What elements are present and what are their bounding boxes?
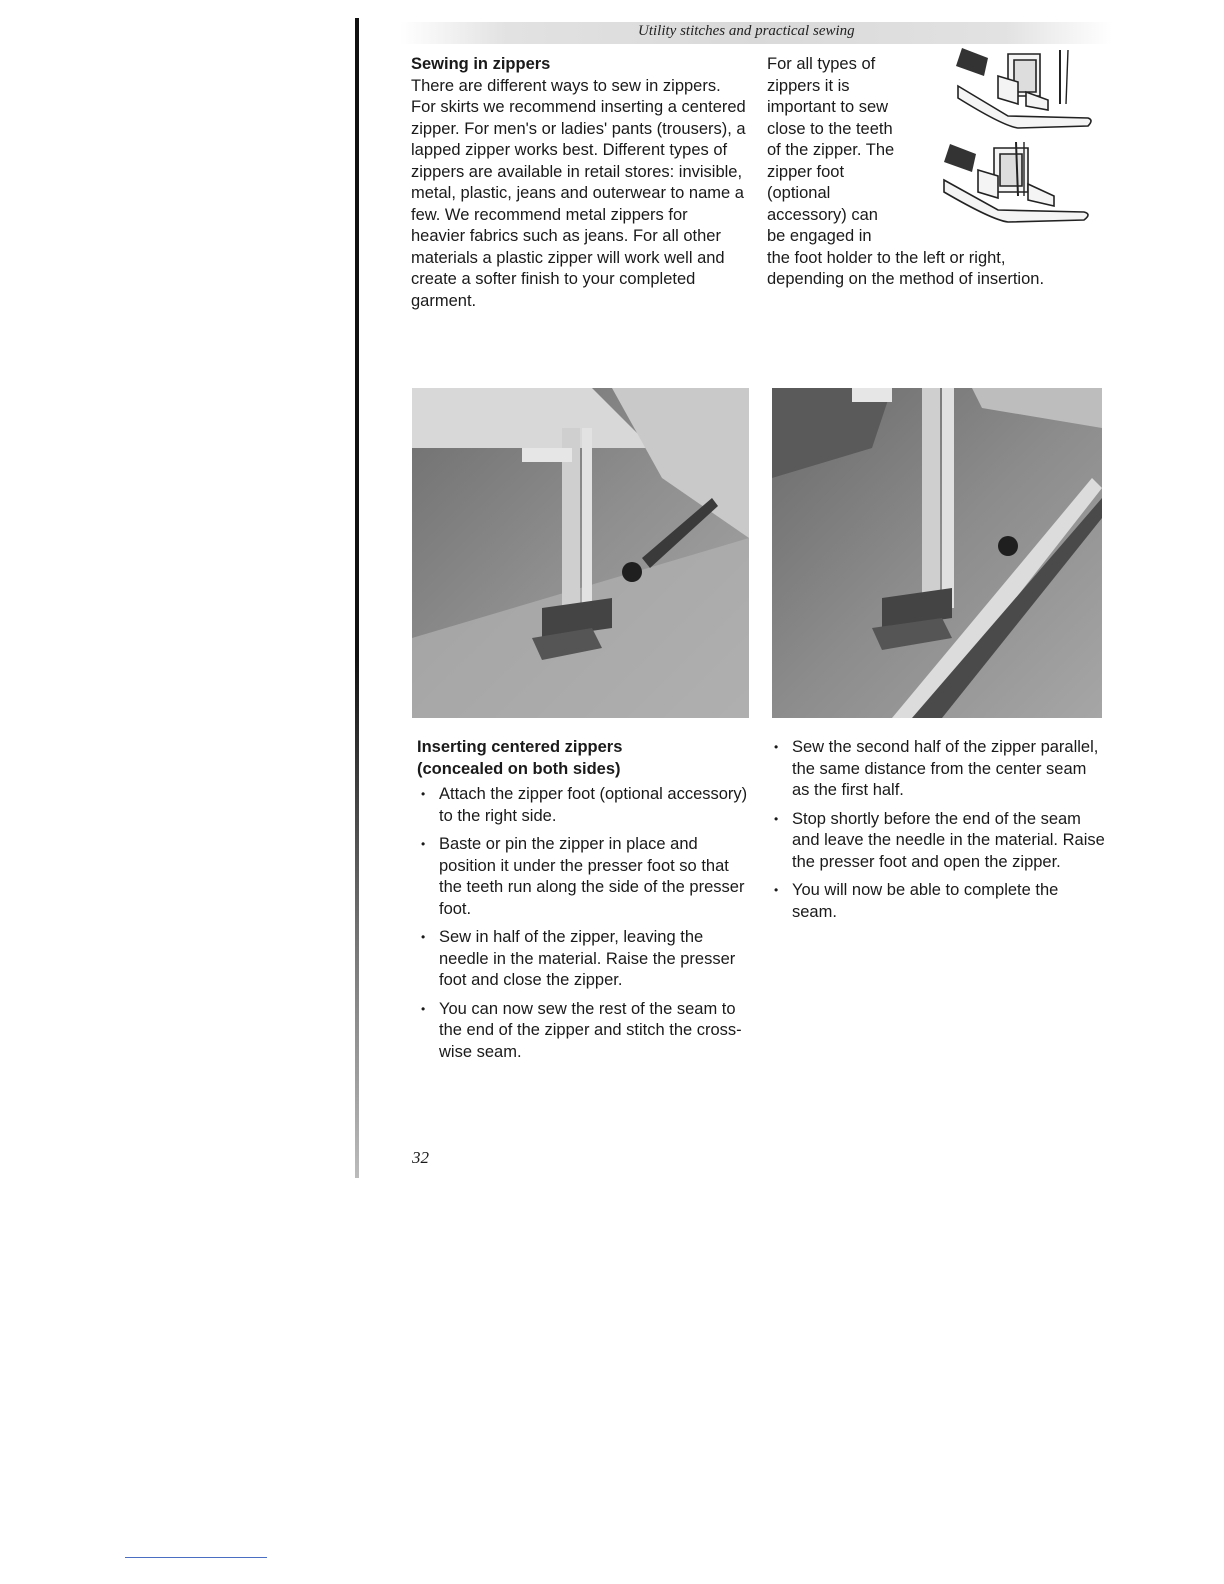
zipper-foot-note-block xyxy=(767,54,1057,291)
sewing-zippers-section xyxy=(411,54,746,312)
list-item: • Baste or pin the zipper in place and position it under the presser foot so that the teeth run along the side of the presser foot. xyxy=(417,834,750,920)
list-item: • You will now be able to complete the seam. xyxy=(770,880,1105,923)
list-item: • Sew in half of the zipper, leaving the needle in the material. Raise the presser foot and close the zipper. xyxy=(417,927,750,992)
list-item: • You can now sew the rest of the seam to the end of the zipper and stitch the cross-wise seam. xyxy=(417,999,750,1064)
binding-edge-line xyxy=(355,18,359,1178)
footer-rule xyxy=(125,1557,267,1558)
zipper-foot-note: For all types of zippers it is important to sew close to the teeth of the zipper. The zipper foot (optional accessory) can be engaged in the foot holder to the left or right, depending on the method of insertion. xyxy=(767,55,1045,288)
photo-zipper-foot-second-half xyxy=(772,388,1102,718)
section-heading: Sewing in zippers xyxy=(411,55,551,73)
centered-zippers-section-continued xyxy=(770,737,1105,930)
section-body: There are different ways to sew in zippers. For skirts we recommend inserting a centered zipper. For men's or ladies' pants (trousers), a lapped zipper works best. Different types of zippers are available in retail stores: invisible, metal, plastic, jeans and outerwear to name a few. We recommend metal zippers for heavier fabrics such as jeans. For all other materials a plastic zipper will work well and create a softer finish to your completed garment. xyxy=(411,76,746,310)
running-header xyxy=(400,22,1112,44)
centered-zippers-section xyxy=(417,737,750,1070)
list-item: • Attach the zipper foot (optional accessory) to the right side. xyxy=(417,784,750,827)
steps-list-left xyxy=(417,784,750,1063)
section-heading-line1: Inserting centered zippers xyxy=(417,738,623,756)
section-heading-line2: (concealed on both sides) xyxy=(417,759,621,778)
running-header-text: Utility stitches and practical sewing xyxy=(638,23,855,39)
photo-zipper-foot-first-half xyxy=(412,388,749,718)
illustration-spacer xyxy=(897,54,1057,230)
page-number: 32 xyxy=(412,1148,429,1167)
list-item: • Stop shortly before the end of the seam and leave the needle in the material. Raise the presser foot and open the zipper. xyxy=(770,809,1105,874)
steps-list-right xyxy=(770,737,1105,923)
list-item: • Sew the second half of the zipper parallel, the same distance from the center seam as the first half. xyxy=(770,737,1105,802)
